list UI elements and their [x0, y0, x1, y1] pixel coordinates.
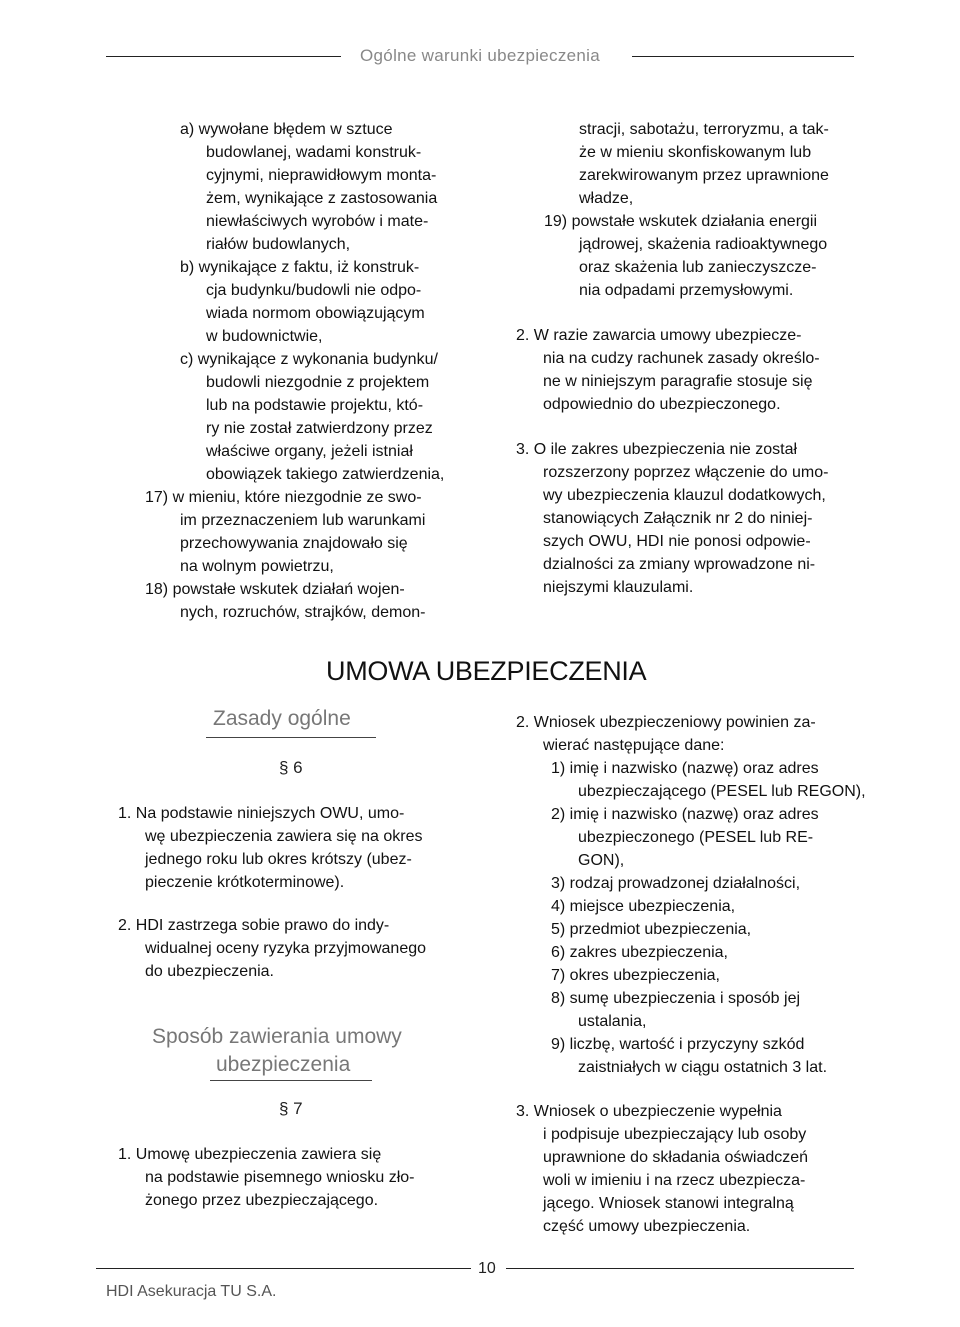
text-line: szych OWU, HDI nie ponosi odpowie-: [543, 533, 811, 550]
text-line: ry nie został zatwierdzony przez: [206, 420, 433, 437]
text-line: że w mieniu skonfiskowanym lub: [579, 144, 812, 161]
text-line: ubezpieczonego (PESEL lub RE-: [578, 829, 814, 846]
text-line: oraz skażenia lub zanieczyszcze-: [579, 259, 817, 276]
text-line: ustalania,: [578, 1013, 647, 1030]
subsection-heading-general: Zasady ogólne: [213, 707, 351, 730]
text-line: jednego roku lub okres krótszy (ubez-: [145, 851, 412, 868]
text-line: 2. W razie zawarcia umowy ubezpiecze-: [516, 327, 802, 344]
footer-rule-left: [96, 1268, 471, 1269]
text-line: niewłaściwych wyrobów i mate-: [206, 213, 429, 230]
text-line: jącego. Wniosek stanowi integralną: [543, 1195, 794, 1212]
subsection-underline: [206, 737, 376, 738]
text-line: wierać następujące dane:: [543, 737, 725, 754]
text-line: wiada normom obowiązującym: [206, 305, 425, 322]
document-header-title: Ogólne warunki ubezpieczenia: [360, 46, 600, 65]
text-line: na wolnym powietrzu,: [180, 558, 334, 575]
text-line: wę ubezpieczenia zawiera się na okres: [145, 828, 423, 845]
text-line: wy ubezpieczenia klauzul dodatkowych,: [543, 487, 826, 504]
text-line: nia na cudzy rachunek zasady określo-: [543, 350, 820, 367]
text-line: widualnej oceny ryzyka przyjmowanego: [145, 940, 427, 957]
text-line: zaistniałych w ciągu ostatnich 3 lat.: [578, 1059, 828, 1076]
text-line: 9) liczbę, wartość i przyczyny szkód: [551, 1036, 805, 1053]
text-line: cyjnymi, nieprawidłowym monta-: [206, 167, 437, 184]
text-line: 1. Na podstawie niniejszych OWU, umo-: [118, 805, 405, 822]
text-line: nych, rozruchów, strajków, demon-: [180, 604, 426, 621]
section-title: UMOWA UBEZPIECZENIA: [326, 656, 647, 686]
text-line: im przeznaczeniem lub warunkami: [180, 512, 426, 529]
text-line: przechowywania znajdowało się: [180, 535, 408, 552]
text-line: nia odpadami przemysłowymi.: [579, 282, 794, 299]
text-line: dzialności za zmiany wprowadzone ni-: [543, 556, 816, 573]
paragraph-number: § 7: [279, 1099, 303, 1118]
text-line: 2. Wniosek ubezpieczeniowy powinien za-: [516, 714, 816, 731]
text-line: 3) rodzaj prowadzonej działalności,: [551, 875, 801, 892]
text-line: budowli niezgodnie z projektem: [206, 374, 430, 391]
text-line: woli w imieniu i na rzecz ubezpiecza-: [543, 1172, 806, 1189]
text-line: 3. Wniosek o ubezpieczenie wypełnia: [516, 1103, 782, 1120]
text-line: odpowiednio do ubezpieczonego.: [543, 396, 781, 413]
text-line: a) wywołane błędem w sztuce: [180, 121, 393, 138]
text-line: niejszymi klauzulami.: [543, 579, 694, 596]
text-line: 17) w mieniu, które niezgodnie ze swo-: [145, 489, 422, 506]
text-line: c) wynikające z wykonania budynku/: [180, 351, 438, 368]
text-line: 1) imię i nazwisko (nazwę) oraz adres: [551, 760, 819, 777]
text-line: 2. HDI zastrzega sobie prawo do indy-: [118, 917, 390, 934]
footer-company: HDI Asekuracja TU S.A.: [106, 1283, 277, 1300]
text-line: ubezpieczającego (PESEL lub REGON),: [578, 783, 866, 800]
text-line: 6) zakres ubezpieczenia,: [551, 944, 728, 961]
text-line: uprawnione do składania oświadczeń: [543, 1149, 809, 1166]
text-line: 19) powstałe wskutek działania energii: [544, 213, 818, 230]
text-line: 5) przedmiot ubezpieczenia,: [551, 921, 752, 938]
text-line: stanowiących Załącznik nr 2 do niniej-: [543, 510, 813, 527]
text-line: 2) imię i nazwisko (nazwę) oraz adres: [551, 806, 819, 823]
text-line: 7) okres ubezpieczenia,: [551, 967, 720, 984]
text-line: GON),: [578, 852, 625, 869]
subsection-heading-method-cont: ubezpieczenia: [216, 1053, 351, 1076]
footer-rule-right: [506, 1268, 854, 1269]
text-line: ne w niniejszym paragrafie stosuje się: [543, 373, 813, 390]
header-rule-right: [632, 56, 854, 57]
text-line: stracji, sabotażu, terroryzmu, a tak-: [579, 121, 829, 138]
text-line: 8) sumę ubezpieczenia i sposób jej: [551, 990, 801, 1007]
text-line: na podstawie pisemnego wniosku zło-: [145, 1169, 415, 1186]
text-line: władze,: [579, 190, 634, 207]
text-line: w budownictwie,: [206, 328, 323, 345]
text-line: i podpisuje ubezpieczający lub osoby: [543, 1126, 807, 1143]
text-line: zarekwirowanym przez uprawnione: [579, 167, 829, 184]
text-line: żem, wynikające z zastosowania: [206, 190, 438, 207]
page-number: 10: [478, 1260, 496, 1277]
text-line: jądrowej, skażenia radioaktywnego: [579, 236, 828, 253]
text-line: 1. Umowę ubezpieczenia zawiera się: [118, 1146, 382, 1163]
text-line: obowiązek takiego zatwierdzenia,: [206, 466, 445, 483]
text-line: b) wynikające z faktu, iż konstruk-: [180, 259, 420, 276]
text-line: 18) powstałe wskutek działań wojen-: [145, 581, 405, 598]
text-line: żonego przez ubezpieczającego.: [145, 1192, 379, 1209]
text-line: 4) miejsce ubezpieczenia,: [551, 898, 736, 915]
text-line: pieczenie krótkoterminowe).: [145, 874, 345, 891]
text-line: część umowy ubezpieczenia.: [543, 1218, 751, 1235]
text-line: riałów budowlanych,: [206, 236, 351, 253]
text-line: 3. O ile zakres ubezpieczenia nie został: [516, 441, 798, 458]
text-line: do ubezpieczenia.: [145, 963, 274, 980]
subsection-heading-method: Sposób zawierania umowy: [152, 1025, 402, 1048]
text-line: lub na podstawie projektu, któ-: [206, 397, 424, 414]
paragraph-number: § 6: [279, 758, 303, 777]
text-line: budowlanej, wadami konstruk-: [206, 144, 422, 161]
text-line: cja budynku/budowli nie odpo-: [206, 282, 422, 299]
text-line: rozszerzony poprzez włączenie do umo-: [543, 464, 829, 481]
subsection-underline: [210, 1080, 372, 1081]
text-line: właściwe organy, jeżeli istniał: [206, 443, 413, 460]
